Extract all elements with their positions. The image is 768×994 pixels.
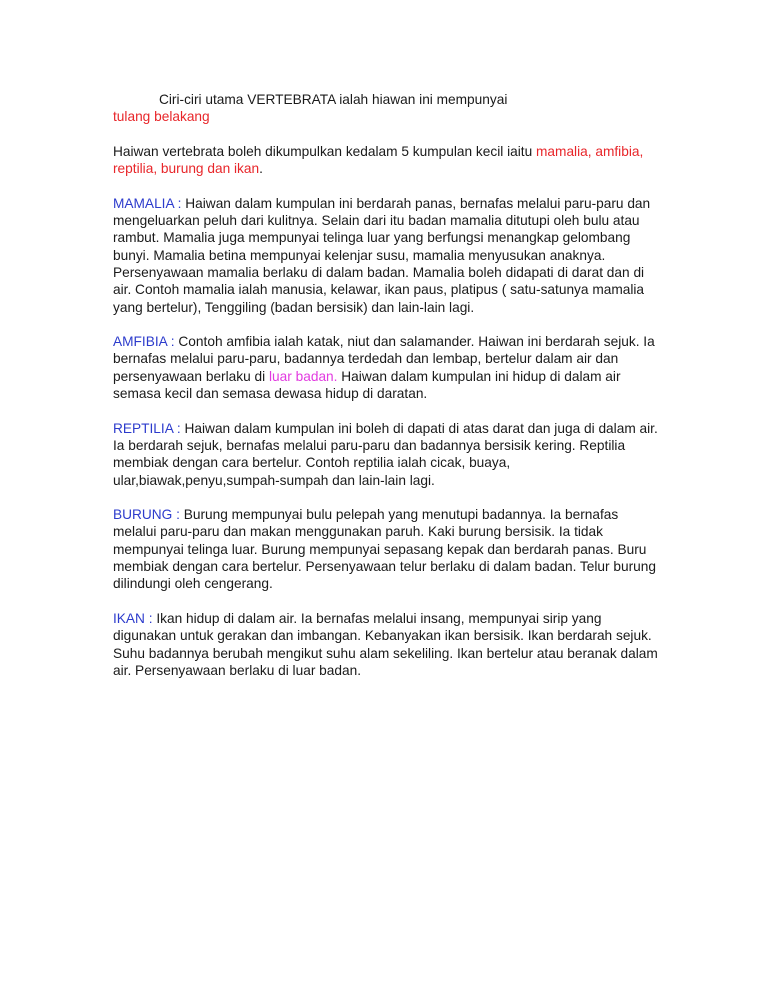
section-title-reptilia: REPTILIA : (113, 420, 185, 436)
section-body-burung: Burung mempunyai bulu pelepah yang menutupi badannya. Ia bernafas melalui paru-paru dan makan menggunakan paruh. Kaki burung bersisik. Ia tidak mempunyai telinga luar. Burung mempunyai sepasang kepak dan berdarah panas. Buru membiak dengan cara bertelur. Persenyawaan telur berlaku di dalam badan. Telur burung dilindungi oleh cengerang. (113, 507, 657, 592)
section-mamalia (113, 195, 658, 316)
intro-paragraph (113, 91, 658, 126)
section-ikan (113, 610, 658, 679)
groups-period: . (259, 161, 263, 177)
section-title-burung: BURUNG : (113, 507, 184, 523)
intro-lead: Ciri-ciri utama VERTEBRATA ialah hiawan ini mempunyai (159, 92, 508, 107)
section-amfibia (113, 333, 658, 402)
section-highlight-amfibia: luar badan. (268, 368, 338, 384)
section-body-mamalia: Haiwan dalam kumpulan ini berdarah panas, bernafas melalui paru-paru dan mengeluarkan peluh dari kulitnya. Selain dari itu badan mamalia ditutupi oleh bulu atau rambut. Mamalia juga mempunyai telinga luar yang berfungsi menangkap gelombang bunyi. Mamalia betina mempunyai kelenjar susu, mamalia menyusukan anaknya. Persenyawaan mamalia berlaku di dalam badan. Mamalia boleh didapati di darat dan di air. Contoh mamalia ialah manusia, kelawar, ikan paus, platipus ( satu-satunya mamalia yang bertelur), Tenggiling (badan bersisik) dan lain-lain lagi. (113, 195, 651, 315)
groups-text: Haiwan vertebrata boleh dikumpulkan kedalam 5 kumpulan kecil iaitu (113, 143, 537, 159)
section-title-mamalia: MAMALIA : (113, 195, 186, 211)
section-burung (113, 506, 658, 592)
groups-paragraph (113, 143, 658, 178)
section-reptilia (113, 420, 658, 489)
intro-highlight: tulang belakang (113, 109, 210, 125)
section-body-amfibia-after: Haiwan dalam kumpulan ini hidup di dalam air semasa kecil dan semasa dewasa hidup di daratan. (113, 368, 621, 402)
section-title-amfibia: AMFIBIA : (113, 334, 179, 350)
section-title-ikan: IKAN : (113, 610, 157, 626)
groups-highlight: mamalia, amfibia, reptilia, burung dan ikan (113, 143, 644, 177)
section-body-amfibia-before: Contoh amfibia ialah katak, niut dan salamander. Haiwan ini berdarah sejuk. Ia bernafas melalui paru-paru, badannya terdedah dan lembap, bertelur dalam air dan persenyawaan berlaku di (113, 334, 655, 384)
document-page (113, 91, 658, 696)
section-body-reptilia: Haiwan dalam kumpulan ini boleh di dapati di atas darat dan juga di dalam air. Ia berdarah sejuk, bernafas melalui paru-paru dan badannya bersisik kering. Reptilia membiak dengan cara bertelur. Contoh reptilia ialah cicak, buaya, ular,biawak,penyu,sumpah-sumpah dan lain-lain lagi. (113, 420, 658, 488)
section-body-ikan: Ikan hidup di dalam air. Ia bernafas melalui insang, mempunyai sirip yang digunakan untuk gerakan dan imbangan. Kebanyakan ikan bersisik. Ikan berdarah sejuk. Suhu badannya berubah mengikut suhu alam sekeliling. Ikan bertelur atau beranak dalam air. Persenyawaan berlaku di luar badan. (113, 610, 658, 678)
